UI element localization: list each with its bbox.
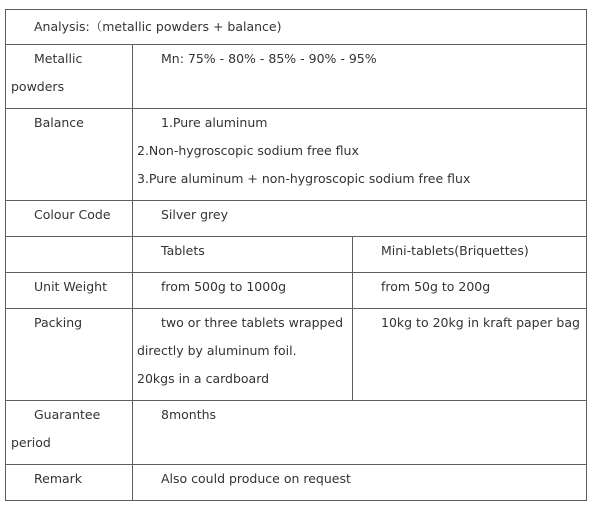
remark-label-cell (6, 465, 133, 501)
unit-weight-tablets-cell (133, 273, 353, 309)
packing-tablets-line-1: two or three tablets wrapped (161, 315, 344, 330)
metallic-row (6, 45, 587, 109)
packing-label: Packing (34, 315, 83, 330)
packing-row (6, 309, 587, 401)
guarantee-value-cell (133, 401, 587, 465)
metallic-label: Metallic powders (11, 51, 83, 94)
analysis-row (6, 10, 587, 45)
balance-row (6, 109, 587, 201)
packing-mini-cell (353, 309, 587, 401)
colour-label-cell (6, 201, 133, 237)
packing-label-cell (6, 309, 133, 401)
packing-tablets-line-3: 20kgs in a cardboard (137, 371, 270, 386)
guarantee-row (6, 401, 587, 465)
balance-label: Balance (34, 115, 84, 130)
unit-weight-mini-cell (353, 273, 587, 309)
colour-value-cell (133, 201, 587, 237)
analysis-cell (6, 10, 587, 45)
guarantee-label-cell (6, 401, 133, 465)
subheader-row (6, 237, 587, 273)
mini-tablets-header-cell (353, 237, 587, 273)
packing-tablets-cell (133, 309, 353, 401)
remark-value: Also could produce on request (161, 471, 351, 486)
spec-table (5, 9, 587, 501)
balance-line-3: 3.Pure aluminum + non-hygroscopic sodium free flux (137, 171, 471, 186)
unit-weight-tablets: from 500g to 1000g (161, 279, 287, 294)
unit-weight-mini: from 50g to 200g (381, 279, 491, 294)
metallic-value-cell (133, 45, 587, 109)
balance-value-cell (133, 109, 587, 201)
colour-row (6, 201, 587, 237)
metallic-label-cell (6, 45, 133, 109)
colour-label: Colour Code (34, 207, 111, 222)
packing-mini: 10kg to 20kg in kraft paper bag (381, 315, 580, 330)
unit-weight-label-cell (6, 273, 133, 309)
remark-value-cell (133, 465, 587, 501)
unit-weight-row (6, 273, 587, 309)
balance-label-cell (6, 109, 133, 201)
unit-weight-label: Unit Weight (34, 279, 107, 294)
colour-value: Silver grey (161, 207, 228, 222)
mini-tablets-header: Mini-tablets(Briquettes) (381, 243, 529, 258)
packing-tablets-line-2: directly by aluminum foil. (137, 343, 297, 358)
balance-line-2: 2.Non-hygroscopic sodium free flux (137, 143, 359, 158)
analysis-text: Analysis:（metallic powders + balance) (34, 19, 282, 34)
remark-row (6, 465, 587, 501)
tablets-header-cell (133, 237, 353, 273)
remark-label: Remark (34, 471, 83, 486)
metallic-value: Mn: 75% - 80% - 85% - 90% - 95% (161, 51, 377, 66)
guarantee-value: 8months (161, 407, 217, 422)
guarantee-label: Guarantee period (11, 407, 101, 450)
balance-line-1: 1.Pure aluminum (161, 115, 268, 130)
tablets-header: Tablets (161, 243, 205, 258)
subheader-empty-cell (6, 237, 133, 273)
